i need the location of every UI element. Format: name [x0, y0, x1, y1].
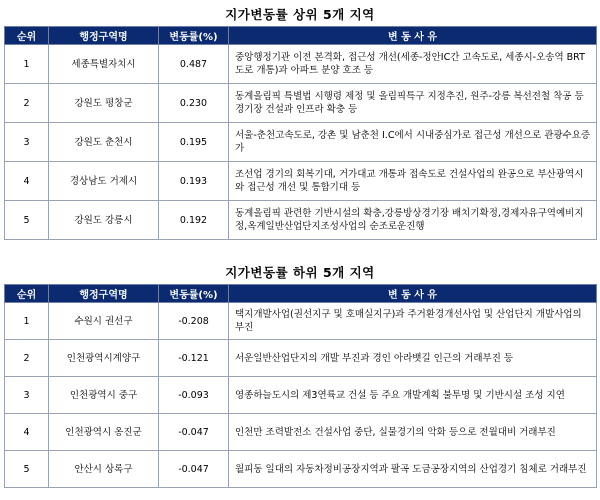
region-cell: 경상남도 거제시	[49, 162, 159, 201]
region-cell: 수원시 권선구	[49, 303, 159, 340]
header-rate: 변동률(%)	[159, 285, 229, 303]
reason-cell: 서운일반산업단지의 개발 부진과 경인 아라뱃길 인근의 거래부진 등	[229, 340, 597, 377]
rate-cell: 0.230	[159, 84, 229, 123]
header-region: 행정구역명	[49, 285, 159, 303]
top-regions-table	[4, 26, 597, 240]
reason-cell: 월피동 일대의 자동차정비공장지역과 팔곡 도금공장지역의 산업경기 침체로 거래부진	[229, 451, 597, 488]
region-cell: 강원도 평창군	[49, 84, 159, 123]
bottom-regions-table	[4, 284, 597, 488]
rank-cell: 1	[5, 45, 49, 84]
rank-cell: 1	[5, 303, 49, 340]
region-cell: 강원도 춘천시	[49, 123, 159, 162]
table-header-row	[5, 285, 597, 303]
region-cell: 강원도 강릉시	[49, 201, 159, 240]
table-row	[5, 340, 597, 377]
table-row	[5, 377, 597, 414]
reason-cell: 동계올림픽 특별법 시행령 제정 및 올림픽특구 지정추진, 원주-강릉 복선전철 착공 등 경기장 건설과 인프라 확충 등	[229, 84, 597, 123]
region-cell: 인천광역시 중구	[49, 377, 159, 414]
header-reason: 변 동 사 유	[229, 27, 597, 45]
table-row	[5, 303, 597, 340]
table-row	[5, 451, 597, 488]
reason-cell: 중앙행정기관 이전 본격화, 접근성 개선(세종-정안IC간 고속도로, 세종시-오송역 BRT도로 개통)과 아파트 분양 호조 등	[229, 45, 597, 84]
rate-cell: 0.195	[159, 123, 229, 162]
region-cell: 인천광역시 옹진군	[49, 414, 159, 451]
reason-cell: 서울-춘천고속도로, 강촌 및 남춘천 I.C에서 시내중심가로 접근성 개선으로 관광수요증가	[229, 123, 597, 162]
header-reason: 변 동 사 유	[229, 285, 597, 303]
bottom-regions-section	[4, 262, 596, 488]
reason-cell: 택지개발사업(권선지구 및 호매실지구)과 주거환경개선사업 및 산업단지 개발사업의 부진	[229, 303, 597, 340]
rank-cell: 4	[5, 162, 49, 201]
region-cell: 세종특별자치시	[49, 45, 159, 84]
rate-cell: -0.093	[159, 377, 229, 414]
reason-cell: 조선업 경기의 회복기대, 거가대교 개통과 접속도로 건설사업의 완공으로 부산광역시와 접근성 개선 및 통합기대 등	[229, 162, 597, 201]
table-row	[5, 123, 597, 162]
rate-cell: 0.192	[159, 201, 229, 240]
table-row	[5, 84, 597, 123]
rate-cell: 0.193	[159, 162, 229, 201]
top-regions-title: 지가변동률 상위 5개 지역	[225, 7, 375, 22]
rate-cell: -0.047	[159, 451, 229, 488]
rate-cell: 0.487	[159, 45, 229, 84]
header-rank: 순위	[5, 27, 49, 45]
header-rank: 순위	[5, 285, 49, 303]
rank-cell: 3	[5, 377, 49, 414]
rate-cell: -0.208	[159, 303, 229, 340]
bottom-regions-title: 지가변동률 하위 5개 지역	[225, 265, 375, 280]
rank-cell: 5	[5, 201, 49, 240]
rate-cell: -0.047	[159, 414, 229, 451]
rate-cell: -0.121	[159, 340, 229, 377]
rank-cell: 2	[5, 340, 49, 377]
region-cell: 안산시 상록구	[49, 451, 159, 488]
rank-cell: 2	[5, 84, 49, 123]
table-row	[5, 162, 597, 201]
table-header-row	[5, 27, 597, 45]
rank-cell: 3	[5, 123, 49, 162]
header-rate: 변동률(%)	[159, 27, 229, 45]
table-row	[5, 45, 597, 84]
rank-cell: 4	[5, 414, 49, 451]
table-row	[5, 201, 597, 240]
top-regions-section	[4, 4, 596, 240]
reason-cell: 영종하늘도시의 제3연륙교 건설 등 주요 개발계획 불투명 및 기반시설 조성 지연	[229, 377, 597, 414]
reason-cell: 인천만 조력발전소 건설사업 중단, 실물경기의 악화 등으로 전월대비 거래부진	[229, 414, 597, 451]
region-cell: 인천광역시계양구	[49, 340, 159, 377]
rank-cell: 5	[5, 451, 49, 488]
reason-cell: 동계올림픽 관련한 기반시설의 확충,강릉방상경기장 배치기확정,경제자유구역예비지정,옥계일반산업단지조성사업의 순조로운진행	[229, 201, 597, 240]
header-region: 행정구역명	[49, 27, 159, 45]
table-row	[5, 414, 597, 451]
